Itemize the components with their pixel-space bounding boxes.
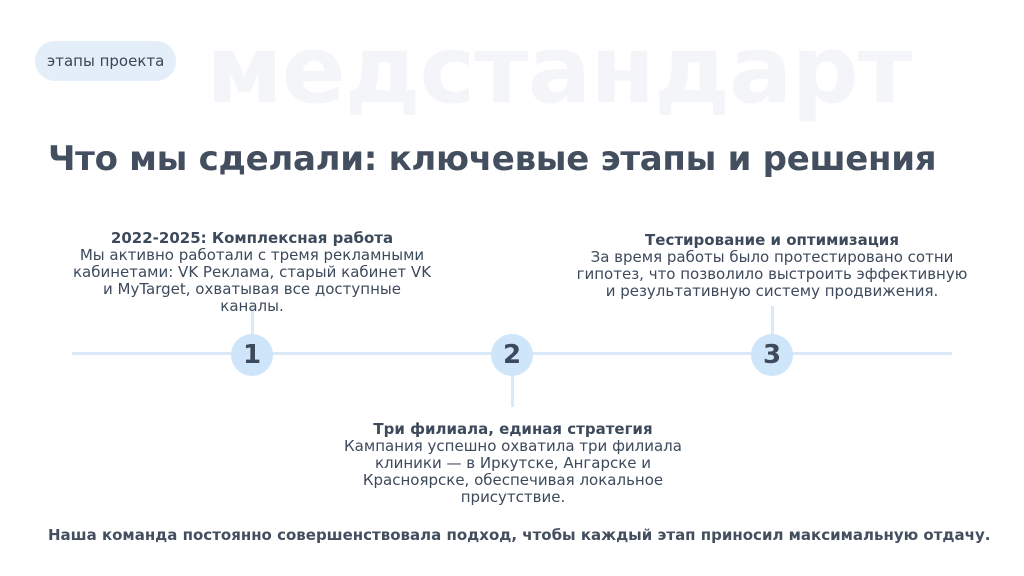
step-3-title: Тестирование и оптимизация <box>645 231 899 249</box>
footer-note: Наша команда постоянно совершенствовала подход, чтобы каждый этап приносил максимальную отдачу. <box>48 526 991 544</box>
page-title: Что мы сделали: ключевые этапы и решения <box>48 139 937 179</box>
section-badge: этапы проекта <box>35 41 176 81</box>
step-1-number: 1 <box>231 334 273 376</box>
brand-watermark-logo: медстандарт <box>206 16 912 125</box>
step-3-description: За время работы было протестировано сотни гипотез, что позволило выстроить эффективную и результативную систему продвижения. <box>576 248 968 300</box>
step-2-title: Три филиала, единая стратегия <box>373 420 653 438</box>
step-2-description: Кампания успешно охватила три филиала клиники — в Иркутске, Ангарске и Красноярске, обеспечивая локальное присутствие. <box>344 437 682 506</box>
step-1-description: Мы активно работали с тремя рекламными кабинетами: VK Реклама, старый кабинет VK и MyTarget, охватывая все доступные каналы. <box>72 246 432 315</box>
step-2-number: 2 <box>491 334 533 376</box>
step-3-number: 3 <box>751 334 793 376</box>
step-1-title: 2022-2025: Комплексная работа <box>110 229 394 247</box>
step-1-text <box>70 230 434 315</box>
step-2-text <box>322 421 704 506</box>
step-3-text <box>574 232 970 300</box>
